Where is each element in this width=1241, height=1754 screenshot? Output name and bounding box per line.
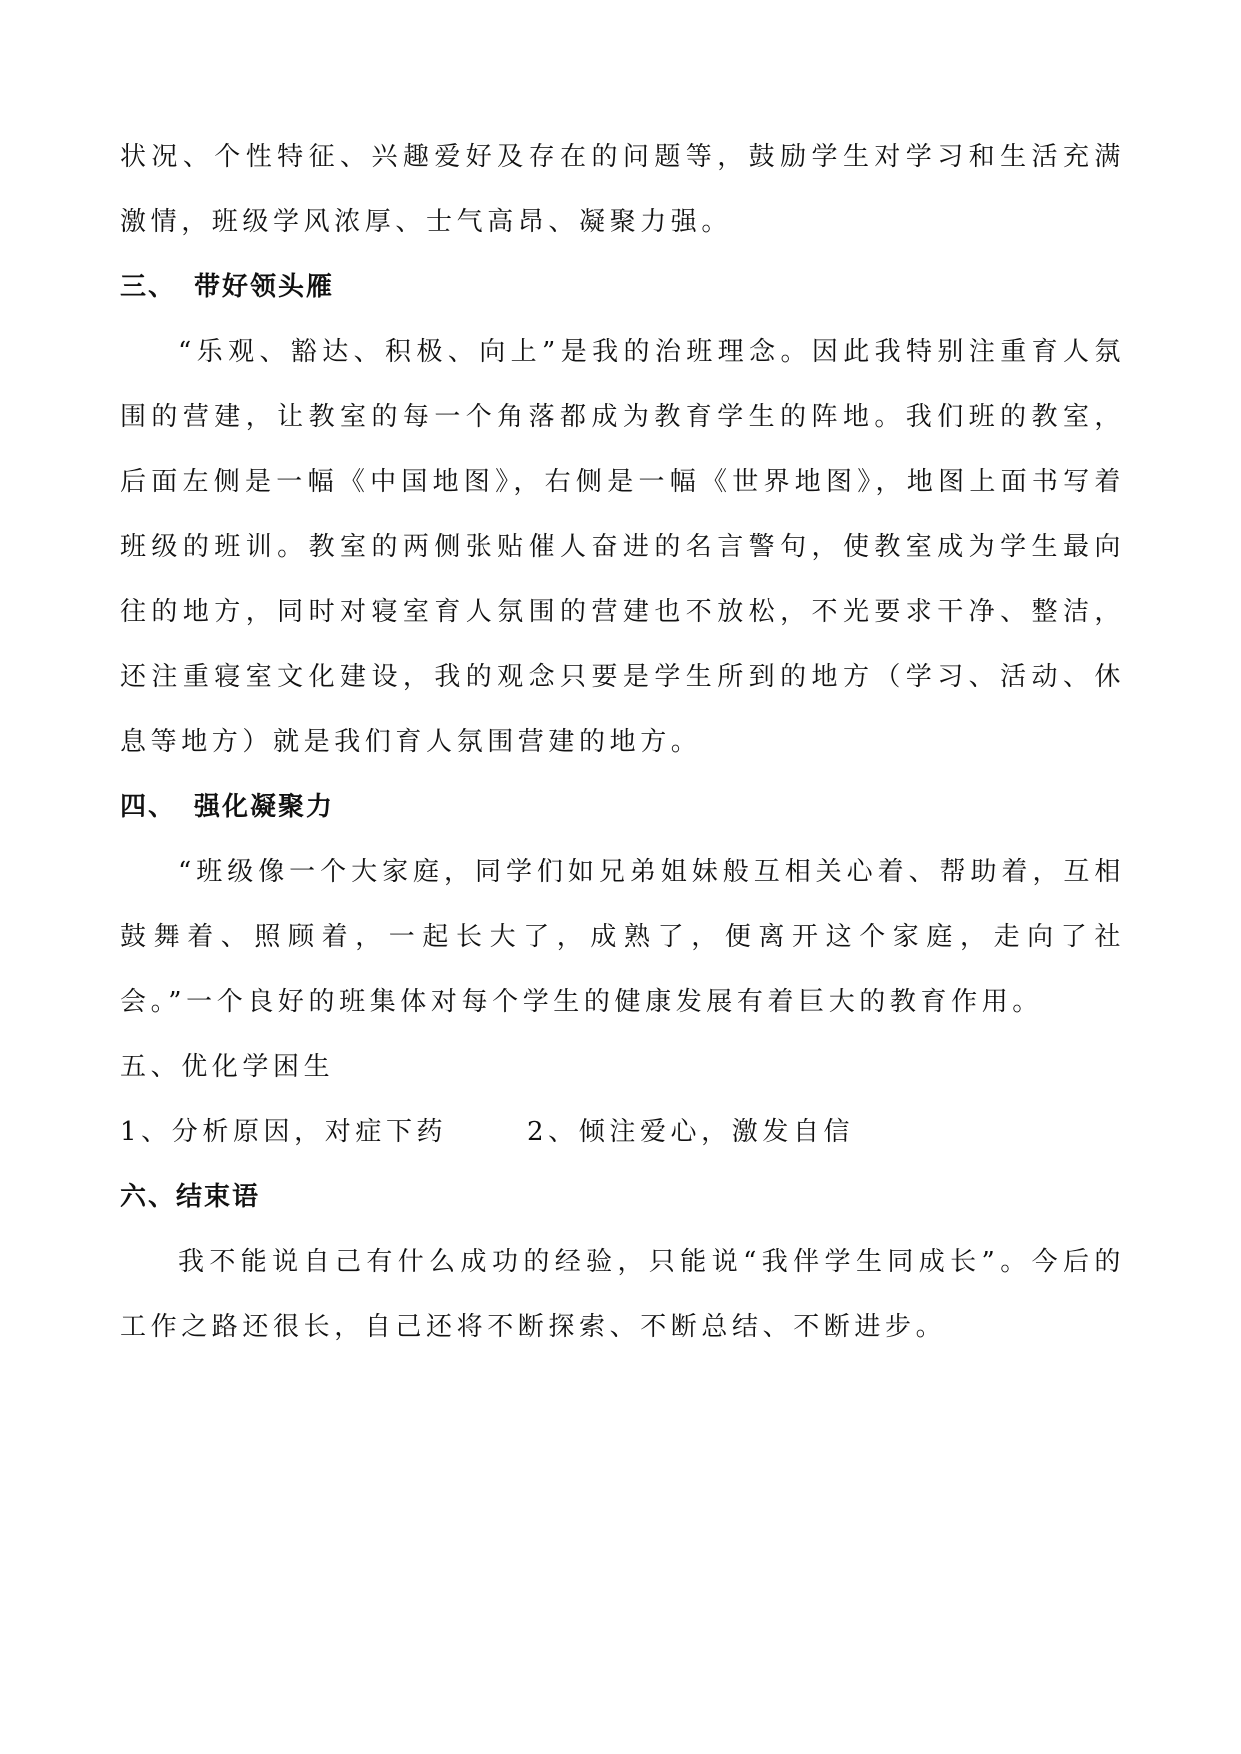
- list-item: 2、倾注爱心，激发自信: [527, 1117, 855, 1147]
- section-heading-5: 五、优化学困生: [120, 1052, 335, 1082]
- section-heading-4: [120, 775, 1125, 840]
- section-title: 强化凝聚力: [194, 792, 335, 822]
- section-heading-3: [120, 255, 1125, 320]
- section-6-paragraph: 我不能说自己有什么成功的经验，只能说“我伴学生同成长”。今后的工作之路还很长，自己还将不断探索、不断总结、不断进步。: [120, 1247, 1125, 1342]
- section-heading-6: 六、结束语: [120, 1182, 261, 1212]
- section-number: 三、: [120, 272, 177, 302]
- list-item: 1、分析原因，对症下药: [120, 1117, 448, 1147]
- section-4-paragraph: “班级像一个大家庭，同学们如兄弟姐妹般互相关心着、帮助着，互相鼓舞着、照顾着，一起长大了，成熟了，便离开这个家庭，走向了社会。”一个良好的班集体对每个学生的健康发展有着巨大的教育作用。: [120, 857, 1125, 1017]
- section-number: 四、: [120, 792, 177, 822]
- paragraph-continued: 状况、个性特征、兴趣爱好及存在的问题等，鼓励学生对学习和生活充满激情，班级学风浓厚、士气高昂、凝聚力强。: [120, 142, 1125, 237]
- document-body: [120, 125, 1125, 1360]
- section-5-items: [120, 1100, 1125, 1165]
- section-title: 带好领头雁: [194, 272, 335, 302]
- section-3-paragraph: “乐观、豁达、积极、向上”是我的治班理念。因此我特别注重育人氛围的营建，让教室的每一个角落都成为教育学生的阵地。我们班的教室，后面左侧是一幅《中国地图》，右侧是一幅《世界地图》，地图上面书写着班级的班训。教室的两侧张贴催人奋进的名言警句，使教室成为学生最向往的地方，同时对寝室育人氛围的营建也不放松，不光要求干净、整洁，还注重寝室文化建设，我的观念只要是学生所到的地方（学习、活动、休息等地方）就是我们育人氛围营建的地方。: [120, 337, 1125, 757]
